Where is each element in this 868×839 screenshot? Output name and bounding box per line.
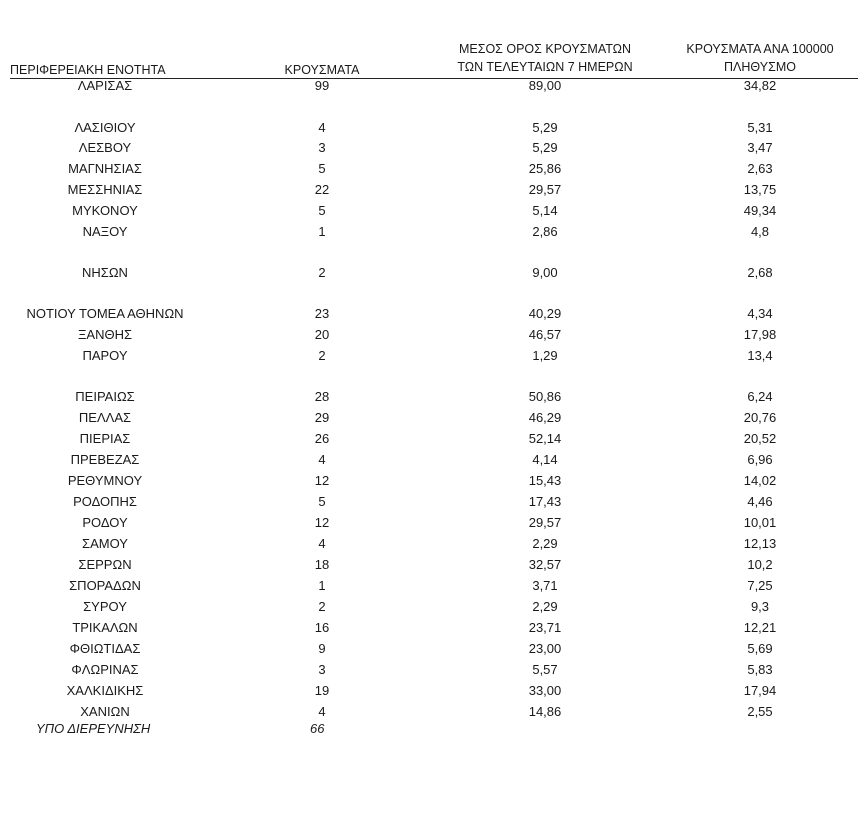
table-row xyxy=(0,203,868,223)
row-per100k: 2,63 xyxy=(747,161,773,176)
row-per100k: 6,24 xyxy=(747,389,773,404)
row-per100k: 4,8 xyxy=(750,224,770,239)
header-avg7 xyxy=(437,40,653,76)
row-cases: 99 xyxy=(314,78,330,93)
row-per100k: 34,82 xyxy=(743,78,777,93)
table-row xyxy=(0,306,868,326)
row-cases: 5 xyxy=(318,161,326,176)
row-cases: 19 xyxy=(314,683,330,698)
row-region: ΣΥΡΟΥ xyxy=(83,599,127,614)
row-region: ΜΥΚΟΝΟΥ xyxy=(72,203,138,218)
row-per100k: 2,68 xyxy=(747,265,773,280)
row-region: ΡΟΔΟΠΗΣ xyxy=(73,494,137,509)
table-row xyxy=(0,536,868,556)
row-per100k: 6,96 xyxy=(747,452,773,467)
table-row xyxy=(0,473,868,493)
row-per100k: 5,83 xyxy=(747,662,773,677)
row-avg7: 23,71 xyxy=(528,620,562,635)
header-avg7-line2: ΤΩΝ ΤΕΛΕΥΤΑΙΩΝ 7 ΗΜΕΡΩΝ xyxy=(457,60,633,74)
row-per100k: 9,3 xyxy=(750,599,770,614)
row-cases: 28 xyxy=(314,389,330,404)
footer-under-investigation-label: ΥΠΟ ΔΙΕΡΕΥΝΗΣΗ xyxy=(36,721,151,736)
row-avg7: 5,29 xyxy=(532,120,558,135)
table-row xyxy=(0,265,868,285)
row-avg7: 1,29 xyxy=(532,348,558,363)
row-avg7: 40,29 xyxy=(528,306,562,321)
row-cases: 12 xyxy=(314,473,330,488)
row-region: ΛΕΣΒΟΥ xyxy=(78,140,132,155)
row-avg7: 9,00 xyxy=(532,265,558,280)
row-cases: 26 xyxy=(314,431,330,446)
table-row xyxy=(0,641,868,661)
row-avg7: 3,71 xyxy=(532,578,558,593)
row-per100k: 2,55 xyxy=(747,704,773,719)
footer-under-investigation-cases: 66 xyxy=(310,721,325,736)
header-region-label: ΠΕΡΙΦΕΡΕΙΑΚΗ ΕΝΟΤΗΤΑ xyxy=(10,63,166,77)
table-row xyxy=(0,431,868,451)
row-cases: 5 xyxy=(318,203,326,218)
row-region: ΣΠΟΡΑΔΩΝ xyxy=(69,578,141,593)
table-row xyxy=(0,327,868,347)
header-avg7-line1: ΜΕΣΟΣ ΟΡΟΣ ΚΡΟΥΣΜΑΤΩΝ xyxy=(458,42,632,56)
row-region: ΠΑΡΟΥ xyxy=(82,348,128,363)
row-region: ΧΑΛΚΙΔΙΚΗΣ xyxy=(66,683,144,698)
row-region: ΠΕΙΡΑΙΩΣ xyxy=(75,389,135,404)
header-per100k-line2: ΠΛΗΘΥΣΜΟ xyxy=(724,60,796,74)
table-row xyxy=(0,452,868,472)
row-region: ΛΑΣΙΘΙΟΥ xyxy=(74,120,136,135)
row-region: ΦΘΙΩΤΙΔΑΣ xyxy=(69,641,141,656)
row-avg7: 2,29 xyxy=(532,536,558,551)
row-avg7: 4,14 xyxy=(532,452,558,467)
table-row xyxy=(0,348,868,368)
row-region: ΡΟΔΟΥ xyxy=(82,515,128,530)
table-row xyxy=(0,120,868,140)
row-cases: 18 xyxy=(314,557,330,572)
row-cases: 4 xyxy=(318,452,326,467)
row-avg7: 5,14 xyxy=(532,203,558,218)
row-cases: 4 xyxy=(318,120,326,135)
table-row xyxy=(0,494,868,514)
table-row xyxy=(0,515,868,535)
row-avg7: 29,57 xyxy=(528,182,562,197)
row-region: ΝΗΣΩΝ xyxy=(82,265,128,280)
row-avg7: 52,14 xyxy=(528,431,562,446)
table-row xyxy=(0,620,868,640)
row-region: ΠΡΕΒΕΖΑΣ xyxy=(70,452,140,467)
row-region: ΛΑΡΙΣΑΣ xyxy=(77,78,133,93)
row-region: ΣΑΜΟΥ xyxy=(82,536,128,551)
table-row xyxy=(0,683,868,703)
row-avg7: 2,29 xyxy=(532,599,558,614)
row-cases: 29 xyxy=(314,410,330,425)
table-row xyxy=(0,389,868,409)
header-per100k-line1: ΚΡΟΥΣΜΑΤΑ ΑΝΑ 100000 xyxy=(686,42,834,56)
row-cases: 2 xyxy=(318,599,326,614)
row-region: ΣΕΡΡΩΝ xyxy=(78,557,132,572)
row-cases: 2 xyxy=(318,348,326,363)
row-region: ΜΕΣΣΗΝΙΑΣ xyxy=(67,182,143,197)
row-avg7: 2,86 xyxy=(532,224,558,239)
row-per100k: 12,13 xyxy=(743,536,777,551)
row-avg7: 50,86 xyxy=(528,389,562,404)
table-row xyxy=(0,662,868,682)
table-row xyxy=(0,78,868,98)
row-avg7: 23,00 xyxy=(528,641,562,656)
row-per100k: 5,31 xyxy=(747,120,773,135)
row-per100k: 4,46 xyxy=(747,494,773,509)
header-region xyxy=(10,61,200,79)
row-cases: 12 xyxy=(314,515,330,530)
table-row xyxy=(0,140,868,160)
row-cases: 5 xyxy=(318,494,326,509)
row-per100k: 17,98 xyxy=(743,327,777,342)
row-cases: 4 xyxy=(318,536,326,551)
row-avg7: 89,00 xyxy=(528,78,562,93)
row-per100k: 10,2 xyxy=(747,557,773,572)
row-per100k: 17,94 xyxy=(743,683,777,698)
table-row xyxy=(0,182,868,202)
row-avg7: 5,29 xyxy=(532,140,558,155)
table-row xyxy=(0,599,868,619)
row-region: ΤΡΙΚΑΛΩΝ xyxy=(72,620,138,635)
row-per100k: 4,34 xyxy=(747,306,773,321)
row-cases: 23 xyxy=(314,306,330,321)
row-region: ΞΑΝΘΗΣ xyxy=(77,327,133,342)
header-per100k xyxy=(657,40,863,76)
header-cases xyxy=(268,61,376,79)
row-per100k: 3,47 xyxy=(747,140,773,155)
row-per100k: 49,34 xyxy=(743,203,777,218)
row-cases: 9 xyxy=(318,641,326,656)
table-row xyxy=(0,161,868,181)
row-region: ΡΕΘΥΜΝΟΥ xyxy=(67,473,143,488)
row-avg7: 29,57 xyxy=(528,515,562,530)
row-cases: 1 xyxy=(318,578,326,593)
row-cases: 2 xyxy=(318,265,326,280)
row-cases: 1 xyxy=(318,224,326,239)
table-row xyxy=(0,557,868,577)
row-avg7: 32,57 xyxy=(528,557,562,572)
row-region: ΠΕΛΛΑΣ xyxy=(78,410,132,425)
row-avg7: 15,43 xyxy=(528,473,562,488)
row-avg7: 46,57 xyxy=(528,327,562,342)
row-cases: 20 xyxy=(314,327,330,342)
row-per100k: 7,25 xyxy=(747,578,773,593)
row-per100k: 13,75 xyxy=(743,182,777,197)
row-per100k: 13,4 xyxy=(747,348,773,363)
table-row xyxy=(0,224,868,244)
row-per100k: 10,01 xyxy=(743,515,777,530)
row-cases: 4 xyxy=(318,704,326,719)
row-per100k: 20,76 xyxy=(743,410,777,425)
row-region: ΝΟΤΙΟΥ ΤΟΜΕΑ ΑΘΗΝΩΝ xyxy=(26,306,184,321)
row-per100k: 14,02 xyxy=(743,473,777,488)
row-avg7: 17,43 xyxy=(528,494,562,509)
row-avg7: 46,29 xyxy=(528,410,562,425)
row-per100k: 20,52 xyxy=(743,431,777,446)
row-region: ΜΑΓΝΗΣΙΑΣ xyxy=(68,161,142,176)
row-avg7: 14,86 xyxy=(528,704,562,719)
row-region: ΦΛΩΡΙΝΑΣ xyxy=(71,662,139,677)
row-per100k: 12,21 xyxy=(743,620,777,635)
table-row xyxy=(0,410,868,430)
row-avg7: 25,86 xyxy=(528,161,562,176)
header-cases-label: ΚΡΟΥΣΜΑΤΑ xyxy=(284,63,360,77)
row-avg7: 5,57 xyxy=(532,662,558,677)
row-cases: 3 xyxy=(318,662,326,677)
row-cases: 22 xyxy=(314,182,330,197)
row-avg7: 33,00 xyxy=(528,683,562,698)
row-per100k: 5,69 xyxy=(747,641,773,656)
table-row xyxy=(0,578,868,598)
row-cases: 16 xyxy=(314,620,330,635)
row-cases: 3 xyxy=(318,140,326,155)
row-region: ΧΑΝΙΩΝ xyxy=(80,704,130,719)
row-region: ΝΑΞΟΥ xyxy=(82,224,128,239)
row-region: ΠΙΕΡΙΑΣ xyxy=(79,431,131,446)
